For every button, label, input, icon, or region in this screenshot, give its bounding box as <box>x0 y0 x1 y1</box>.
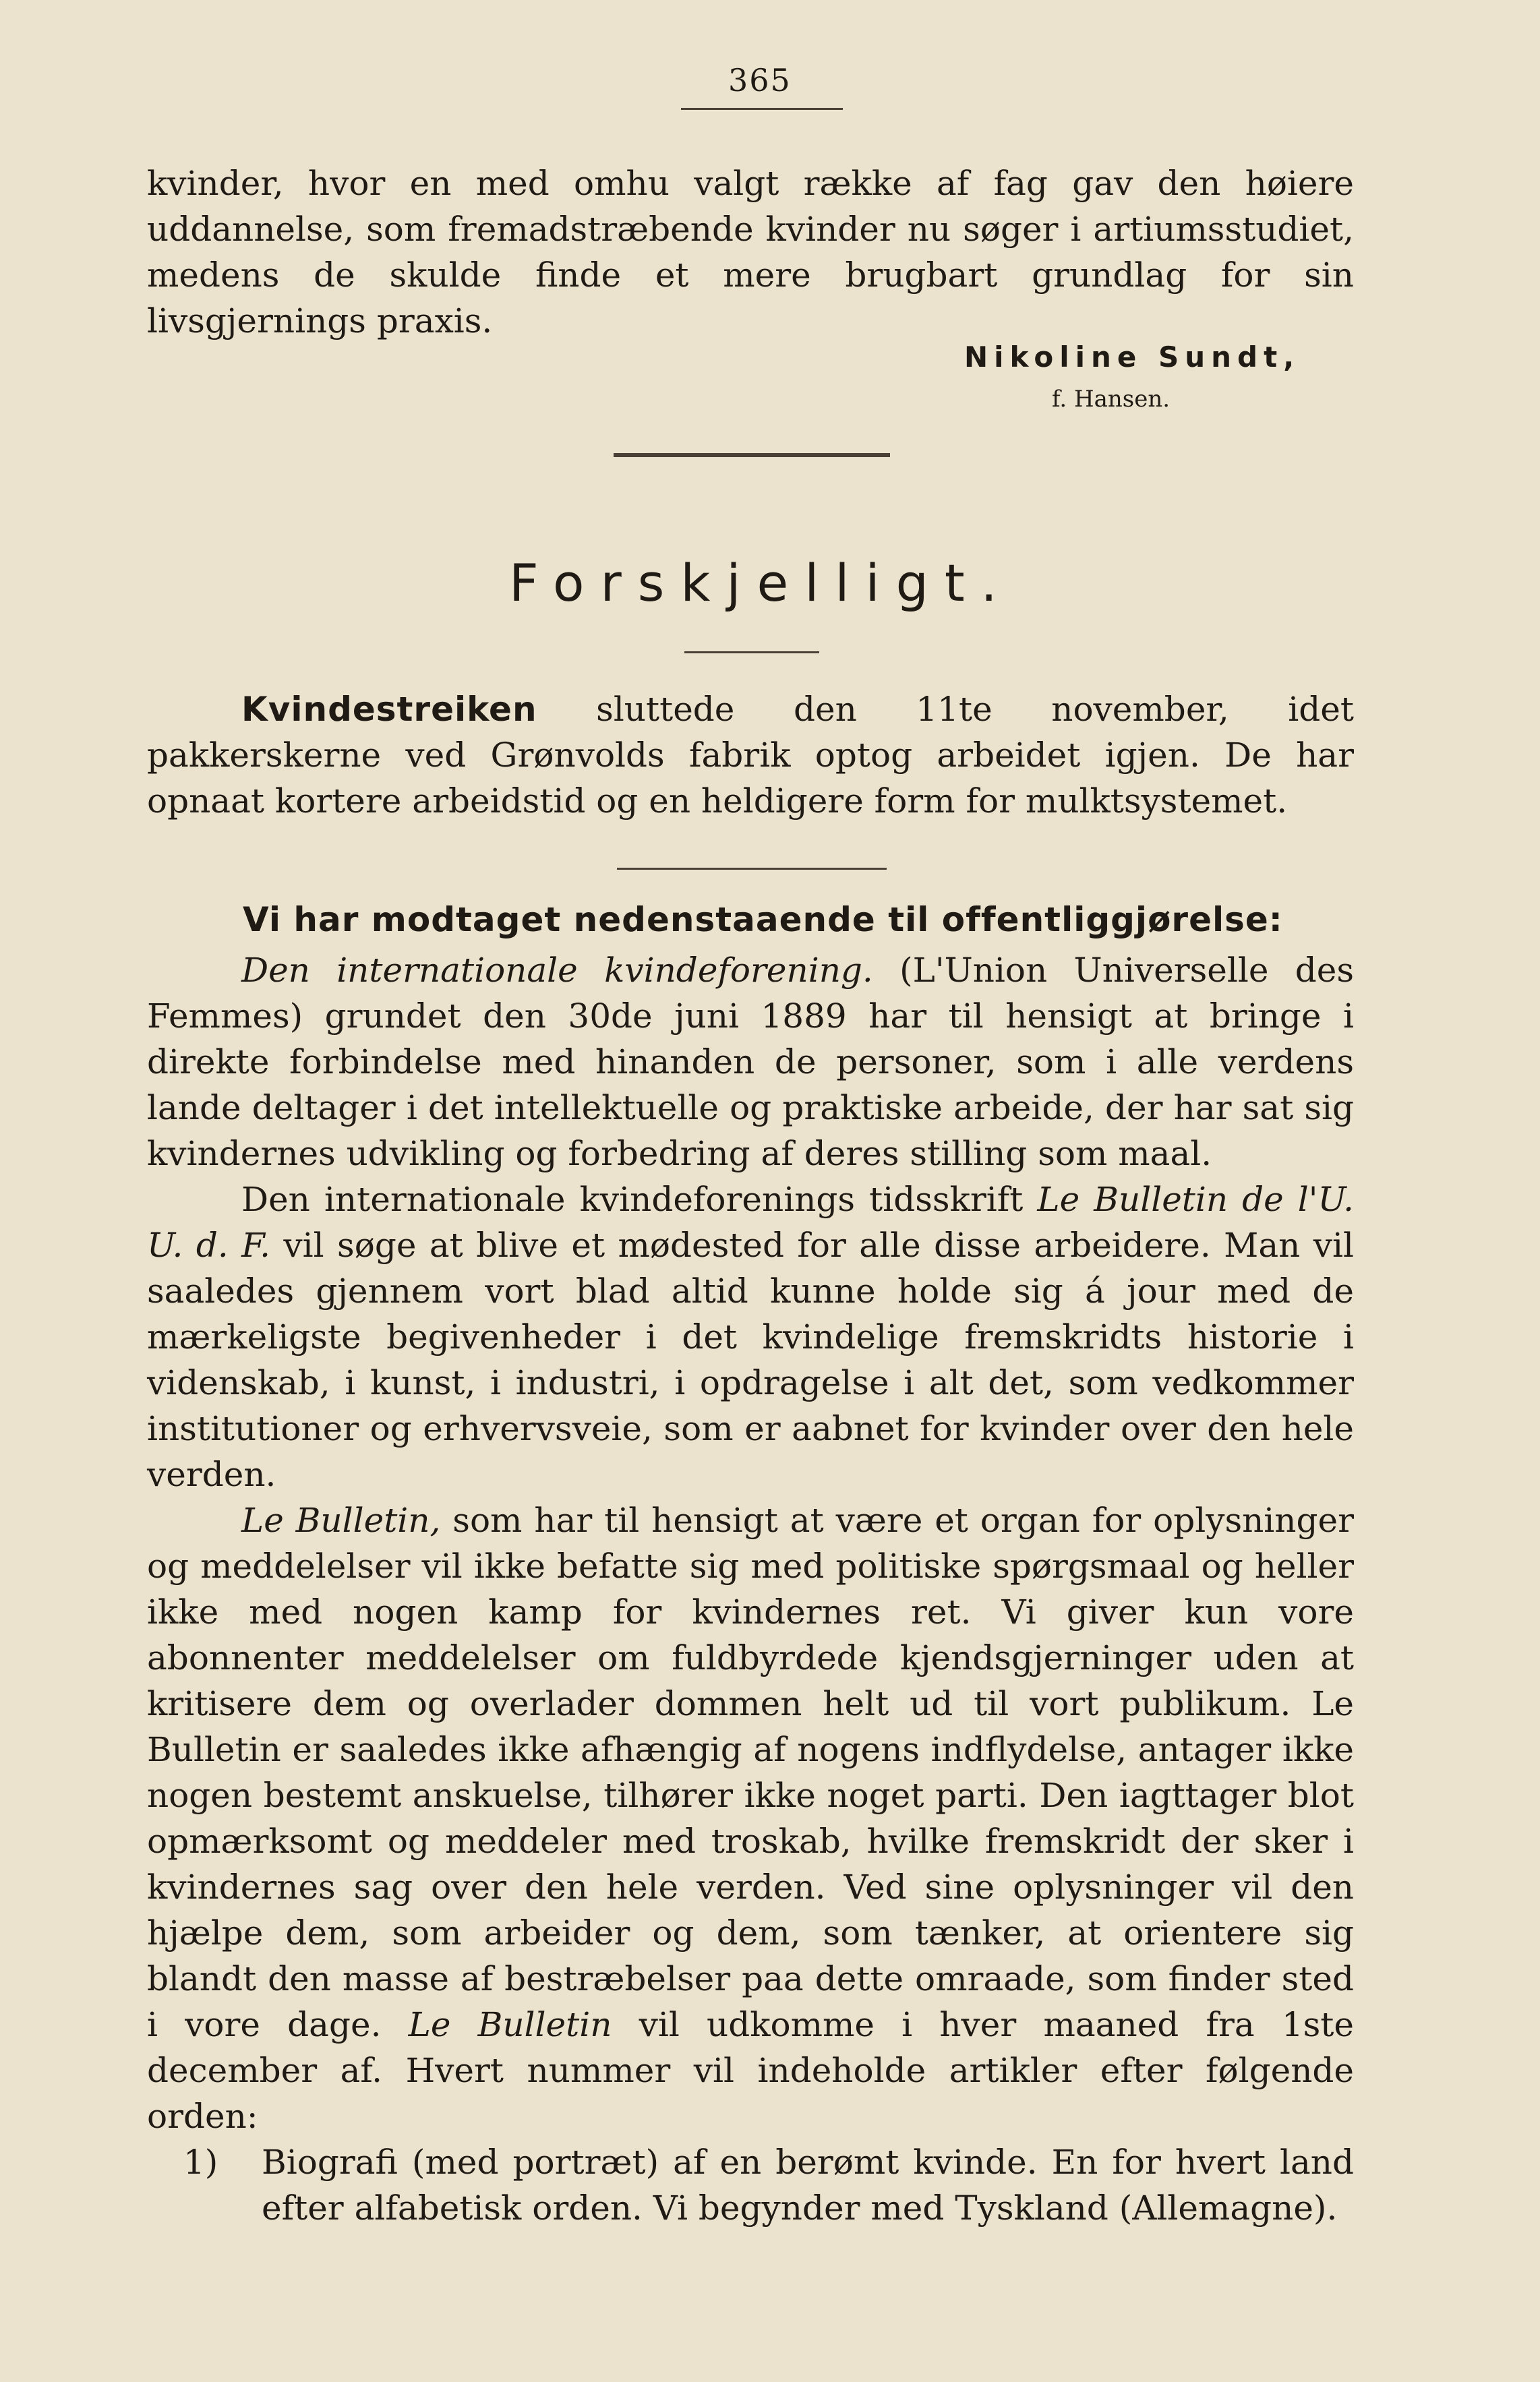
double-divider <box>614 453 890 457</box>
p1-italic: Den internationale kvindeforening. <box>241 951 873 990</box>
list-item <box>147 2139 1354 2231</box>
p2-italic: Le Bulletin de l'U. U. d. F. <box>147 1180 1354 1265</box>
p1-text: (L'Union Universelle des Femmes) grundet den 30de juni 1889 har til hensigt at bringe i direkte forbindelse med hinanden de personer, som i alle verdens lande deltager i det intellektuelle og praktiske arbeide, der har sat sig kvindernes udvikling og forbedring af deres stilling som maal. <box>147 951 1354 1173</box>
signature-name: Nikoline Sundt, <box>964 340 1301 374</box>
section-divider <box>617 868 887 870</box>
intro-paragraph <box>147 160 1354 344</box>
paragraph-1 <box>147 947 1354 1177</box>
strike-lead: Kvindestreiken <box>241 690 537 729</box>
strike-text: sluttede den 11te november, idet pakkerskerne ved Grønvolds fabrik optog arbeidet igjen. De har opnaat kortere arbeidstid og en heldigere form for mulktsystemet. <box>147 690 1354 821</box>
paragraph-3 <box>147 1497 1354 2139</box>
page-number: 365 <box>728 62 792 98</box>
strike-paragraph <box>147 686 1354 824</box>
p3-italic-2: Le Bulletin <box>408 2005 612 2044</box>
p2-before: Den internationale kvindeforenings tidsskrift <box>241 1180 1024 1219</box>
publication-heading: Vi har modtaget nedenstaaende til offentliggjørelse: <box>243 900 1283 939</box>
title-rule <box>684 651 819 653</box>
p3-text-2: vil udkomme i hver maaned fra 1ste december af. Hvert nummer vil indeholde artikler efter følgende orden: <box>147 2005 1354 2136</box>
section-title: Forskjelligt. <box>509 553 1013 613</box>
p3-italic: Le Bulletin, <box>241 1501 441 1540</box>
list-item-number: 1) <box>183 2143 218 2182</box>
p3-text: som har til hensigt at være et organ for oplysninger og meddelelser vil ikke befatte sig med politiske spørgsmaal og heller ikke med nogen kamp for kvindernes ret. Vi giver kun vore abonnenter meddelelser om fuldbyrdede kjendsgjerninger uden at kritisere dem og overlader dommen helt ud til vort publikum. Le Bulletin er saaledes ikke afhængig af nogens indflydelse, antager ikke nogen bestemt anskuelse, tilhører ikke noget parti. Den iagttager blot opmærksomt og meddeler med troskab, hvilke fremskridt der sker i kvindernes sag over den hele verden. Ved sine oplysninger vil den hjælpe dem, som arbeider og dem, som tænker, at orientere sig blandt den masse af bestræbelser paa dette omraade, som finder sted i vore dage. <box>147 1501 1354 2044</box>
page-number-rule <box>681 108 843 110</box>
signature-subline: f. Hansen. <box>1052 386 1171 413</box>
intro-text: kvinder, hvor en med omhu valgt række af fag gav den høiere uddannelse, som fremadstræbende kvinder nu søger i artiumsstudiet, medens de skulde finde et mere brugbart grundlag for sin livsgjernings praxis. <box>147 164 1354 340</box>
publication-body <box>147 947 1354 2231</box>
paragraph-2 <box>147 1177 1354 1497</box>
p2-after: vil søge at blive et mødested for alle disse arbeidere. Man vil saaledes gjennem vort blad altid kunne holde sig á jour med de mærkeligste begivenheder i det kvindelige fremskridts historie i videnskab, i kunst, i industri, i opdragelse i alt det, som vedkommer institutioner og erhvervsveie, som er aabnet for kvinder over den hele verden. <box>147 1226 1354 1494</box>
list-item-text: Biografi (med portræt) af en berømt kvinde. En for hvert land efter alfabetisk orden. Vi begynder med Tyskland (Allemagne). <box>262 2143 1354 2228</box>
